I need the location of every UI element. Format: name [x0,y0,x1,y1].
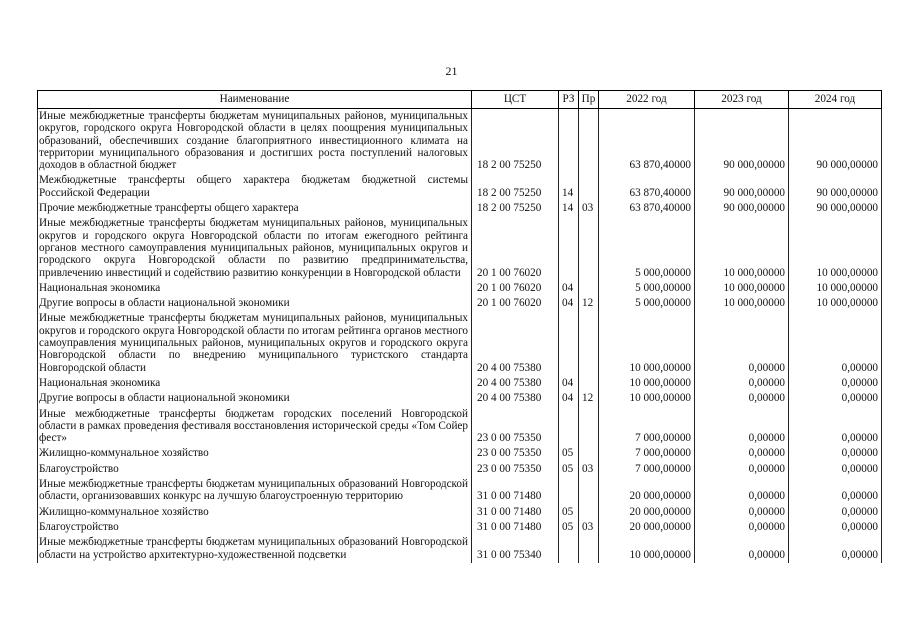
row-2024-amount-cell: 0,00000 [789,477,882,505]
row-2023-amount-cell: 0,00000 [695,376,789,391]
row-pr-cell [579,173,599,201]
row-pr-cell [579,376,599,391]
row-pr-cell: 12 [579,391,599,406]
table-row [38,505,882,520]
row-name-cell: Иные межбюджетные трансферты бюджетам муниципальных районов, муниципальных округов и городского округа Новгородской области по итогам рейтинга органов местного самоуправления муниципальных районов, муниципальных округов и городского округа Новгородской области по внедрению муниципального туристского стандарта Новгородской области [38,311,472,375]
row-name-cell: Другие вопросы в области национальной экономики [38,296,472,311]
row-name-cell: Иные межбюджетные трансферты бюджетам муниципальных районов, муниципальных округов, городского округа Новгородской области в целях поощрения муниципальных образований, обеспечивших создание благоприятного инвестиционного климата на территории муниципального образования и достигших роста поступлений налоговых доходов в областной бюджет [38,109,472,174]
column-header-cst: ЦСТ [472,91,559,109]
row-name-cell: Иные межбюджетные трансферты бюджетам муниципальных образований Новгородской области, организовавших конкурс на лучшую благоустроенную территорию [38,477,472,505]
row-2024-amount-cell: 0,00000 [789,535,882,563]
row-pr-cell: 03 [579,462,599,477]
row-2024-amount-cell: 10 000,00000 [789,216,882,280]
table-row [38,407,882,447]
table-row [38,391,882,406]
row-2023-amount-cell: 10 000,00000 [695,216,789,280]
row-pr-cell [579,477,599,505]
row-pr-cell [579,311,599,375]
row-cst-cell: 31 0 00 75340 [472,535,559,563]
row-2024-amount-cell: 90 000,00000 [789,109,882,174]
row-rz-cell: 04 [559,376,579,391]
table-row [38,216,882,280]
row-cst-cell: 20 4 00 75380 [472,376,559,391]
row-2024-amount-cell: 0,00000 [789,505,882,520]
row-2022-amount-cell: 20 000,00000 [599,505,695,520]
row-2024-amount-cell: 90 000,00000 [789,173,882,201]
row-rz-cell [559,109,579,174]
row-cst-cell: 20 1 00 76020 [472,281,559,296]
row-2022-amount-cell: 7 000,00000 [599,462,695,477]
row-name-cell: Национальная экономика [38,376,472,391]
row-pr-cell [579,505,599,520]
row-2022-amount-cell: 5 000,00000 [599,281,695,296]
row-name-cell: Благоустройство [38,520,472,535]
row-name-cell: Прочие межбюджетные трансферты общего характера [38,201,472,216]
row-cst-cell: 31 0 00 71480 [472,505,559,520]
row-pr-cell [579,109,599,174]
row-2022-amount-cell: 7 000,00000 [599,407,695,447]
table-row [38,296,882,311]
row-rz-cell [559,216,579,280]
row-pr-cell [579,281,599,296]
column-header-2024: 2024 год [789,91,882,109]
row-name-cell: Другие вопросы в области национальной экономики [38,391,472,406]
row-pr-cell [579,216,599,280]
row-name-cell: Межбюджетные трансферты общего характера бюджетам бюджетной системы Российской Федерации [38,173,472,201]
row-cst-cell: 31 0 00 71480 [472,520,559,535]
row-rz-cell: 14 [559,173,579,201]
row-2023-amount-cell: 0,00000 [695,407,789,447]
row-2023-amount-cell: 90 000,00000 [695,109,789,174]
table-body [38,109,882,563]
row-rz-cell [559,407,579,447]
row-2023-amount-cell: 0,00000 [695,391,789,406]
table-row [38,446,882,461]
table-header-row [38,91,882,109]
row-pr-cell [579,446,599,461]
row-2024-amount-cell: 10 000,00000 [789,281,882,296]
table-row [38,109,882,174]
row-rz-cell: 05 [559,520,579,535]
row-rz-cell [559,477,579,505]
row-2024-amount-cell: 0,00000 [789,407,882,447]
row-name-cell: Благоустройство [38,462,472,477]
row-cst-cell: 31 0 00 71480 [472,477,559,505]
column-header-pr: Пр [579,91,599,109]
row-cst-cell: 23 0 00 75350 [472,407,559,447]
table-row [38,311,882,375]
row-2022-amount-cell: 20 000,00000 [599,477,695,505]
row-2024-amount-cell: 0,00000 [789,462,882,477]
table-row [38,535,882,563]
row-pr-cell: 03 [579,201,599,216]
row-pr-cell [579,535,599,563]
row-name-cell: Жилищно-коммунальное хозяйство [38,446,472,461]
row-2022-amount-cell: 7 000,00000 [599,446,695,461]
row-2024-amount-cell: 0,00000 [789,311,882,375]
row-cst-cell: 18 2 00 75250 [472,109,559,174]
row-cst-cell: 20 4 00 75380 [472,391,559,406]
column-header-2022: 2022 год [599,91,695,109]
row-2023-amount-cell: 0,00000 [695,462,789,477]
column-header-rz: РЗ [559,91,579,109]
row-rz-cell: 04 [559,391,579,406]
table-row [38,201,882,216]
row-2023-amount-cell: 0,00000 [695,311,789,375]
row-2023-amount-cell: 0,00000 [695,446,789,461]
row-2024-amount-cell: 0,00000 [789,446,882,461]
row-name-cell: Иные межбюджетные трансферты бюджетам муниципальных образований Новгородской области на устройство архитектурно-художественной подсветки [38,535,472,563]
row-2023-amount-cell: 10 000,00000 [695,281,789,296]
row-rz-cell [559,535,579,563]
row-cst-cell: 18 2 00 75250 [472,173,559,201]
row-2023-amount-cell: 90 000,00000 [695,201,789,216]
row-cst-cell: 20 4 00 75380 [472,311,559,375]
row-cst-cell: 18 2 00 75250 [472,201,559,216]
row-2022-amount-cell: 10 000,00000 [599,391,695,406]
row-cst-cell: 20 1 00 76020 [472,216,559,280]
row-2023-amount-cell: 0,00000 [695,477,789,505]
table-row [38,173,882,201]
row-2022-amount-cell: 10 000,00000 [599,311,695,375]
row-2022-amount-cell: 5 000,00000 [599,216,695,280]
budget-table [37,90,882,563]
row-cst-cell: 23 0 00 75350 [472,462,559,477]
row-2023-amount-cell: 0,00000 [695,535,789,563]
row-rz-cell: 04 [559,281,579,296]
table-row [38,376,882,391]
row-2022-amount-cell: 5 000,00000 [599,296,695,311]
row-name-cell: Иные межбюджетные трансферты бюджетам городских поселений Новгородской области в рамках проведения фестиваля восстановления исторической среды «Том Сойер фест» [38,407,472,447]
row-2023-amount-cell: 90 000,00000 [695,173,789,201]
row-2024-amount-cell: 10 000,00000 [789,296,882,311]
row-2022-amount-cell: 63 870,40000 [599,173,695,201]
table-row [38,281,882,296]
row-pr-cell: 12 [579,296,599,311]
row-2022-amount-cell: 20 000,00000 [599,520,695,535]
row-2023-amount-cell: 10 000,00000 [695,296,789,311]
row-rz-cell [559,311,579,375]
row-2022-amount-cell: 63 870,40000 [599,109,695,174]
row-rz-cell: 05 [559,462,579,477]
row-2022-amount-cell: 63 870,40000 [599,201,695,216]
row-pr-cell: 03 [579,520,599,535]
row-2024-amount-cell: 0,00000 [789,391,882,406]
column-header-2023: 2023 год [695,91,789,109]
row-name-cell: Жилищно-коммунальное хозяйство [38,505,472,520]
row-name-cell: Иные межбюджетные трансферты бюджетам муниципальных районов, муниципальных округов и городского округа Новгородской области по итогам ежегодного рейтинга органов местного самоуправления муниципальных районов, муниципальных округов и городского округа Новгородской области по развитию предпринимательства, привлечению инвестиций и содействию развитию конкуренции в Новгородской области [38,216,472,280]
page-number: 21 [445,64,458,78]
row-cst-cell: 23 0 00 75350 [472,446,559,461]
row-rz-cell: 14 [559,201,579,216]
row-name-cell: Национальная экономика [38,281,472,296]
row-2024-amount-cell: 0,00000 [789,520,882,535]
row-2024-amount-cell: 0,00000 [789,376,882,391]
row-pr-cell [579,407,599,447]
row-2022-amount-cell: 10 000,00000 [599,535,695,563]
row-2023-amount-cell: 0,00000 [695,520,789,535]
row-cst-cell: 20 1 00 76020 [472,296,559,311]
row-rz-cell: 05 [559,446,579,461]
row-rz-cell: 04 [559,296,579,311]
column-header-name: Наименование [38,91,472,109]
table-row [38,477,882,505]
table-row [38,462,882,477]
row-2024-amount-cell: 90 000,00000 [789,201,882,216]
table-row [38,520,882,535]
row-rz-cell: 05 [559,505,579,520]
row-2023-amount-cell: 0,00000 [695,505,789,520]
row-2022-amount-cell: 10 000,00000 [599,376,695,391]
